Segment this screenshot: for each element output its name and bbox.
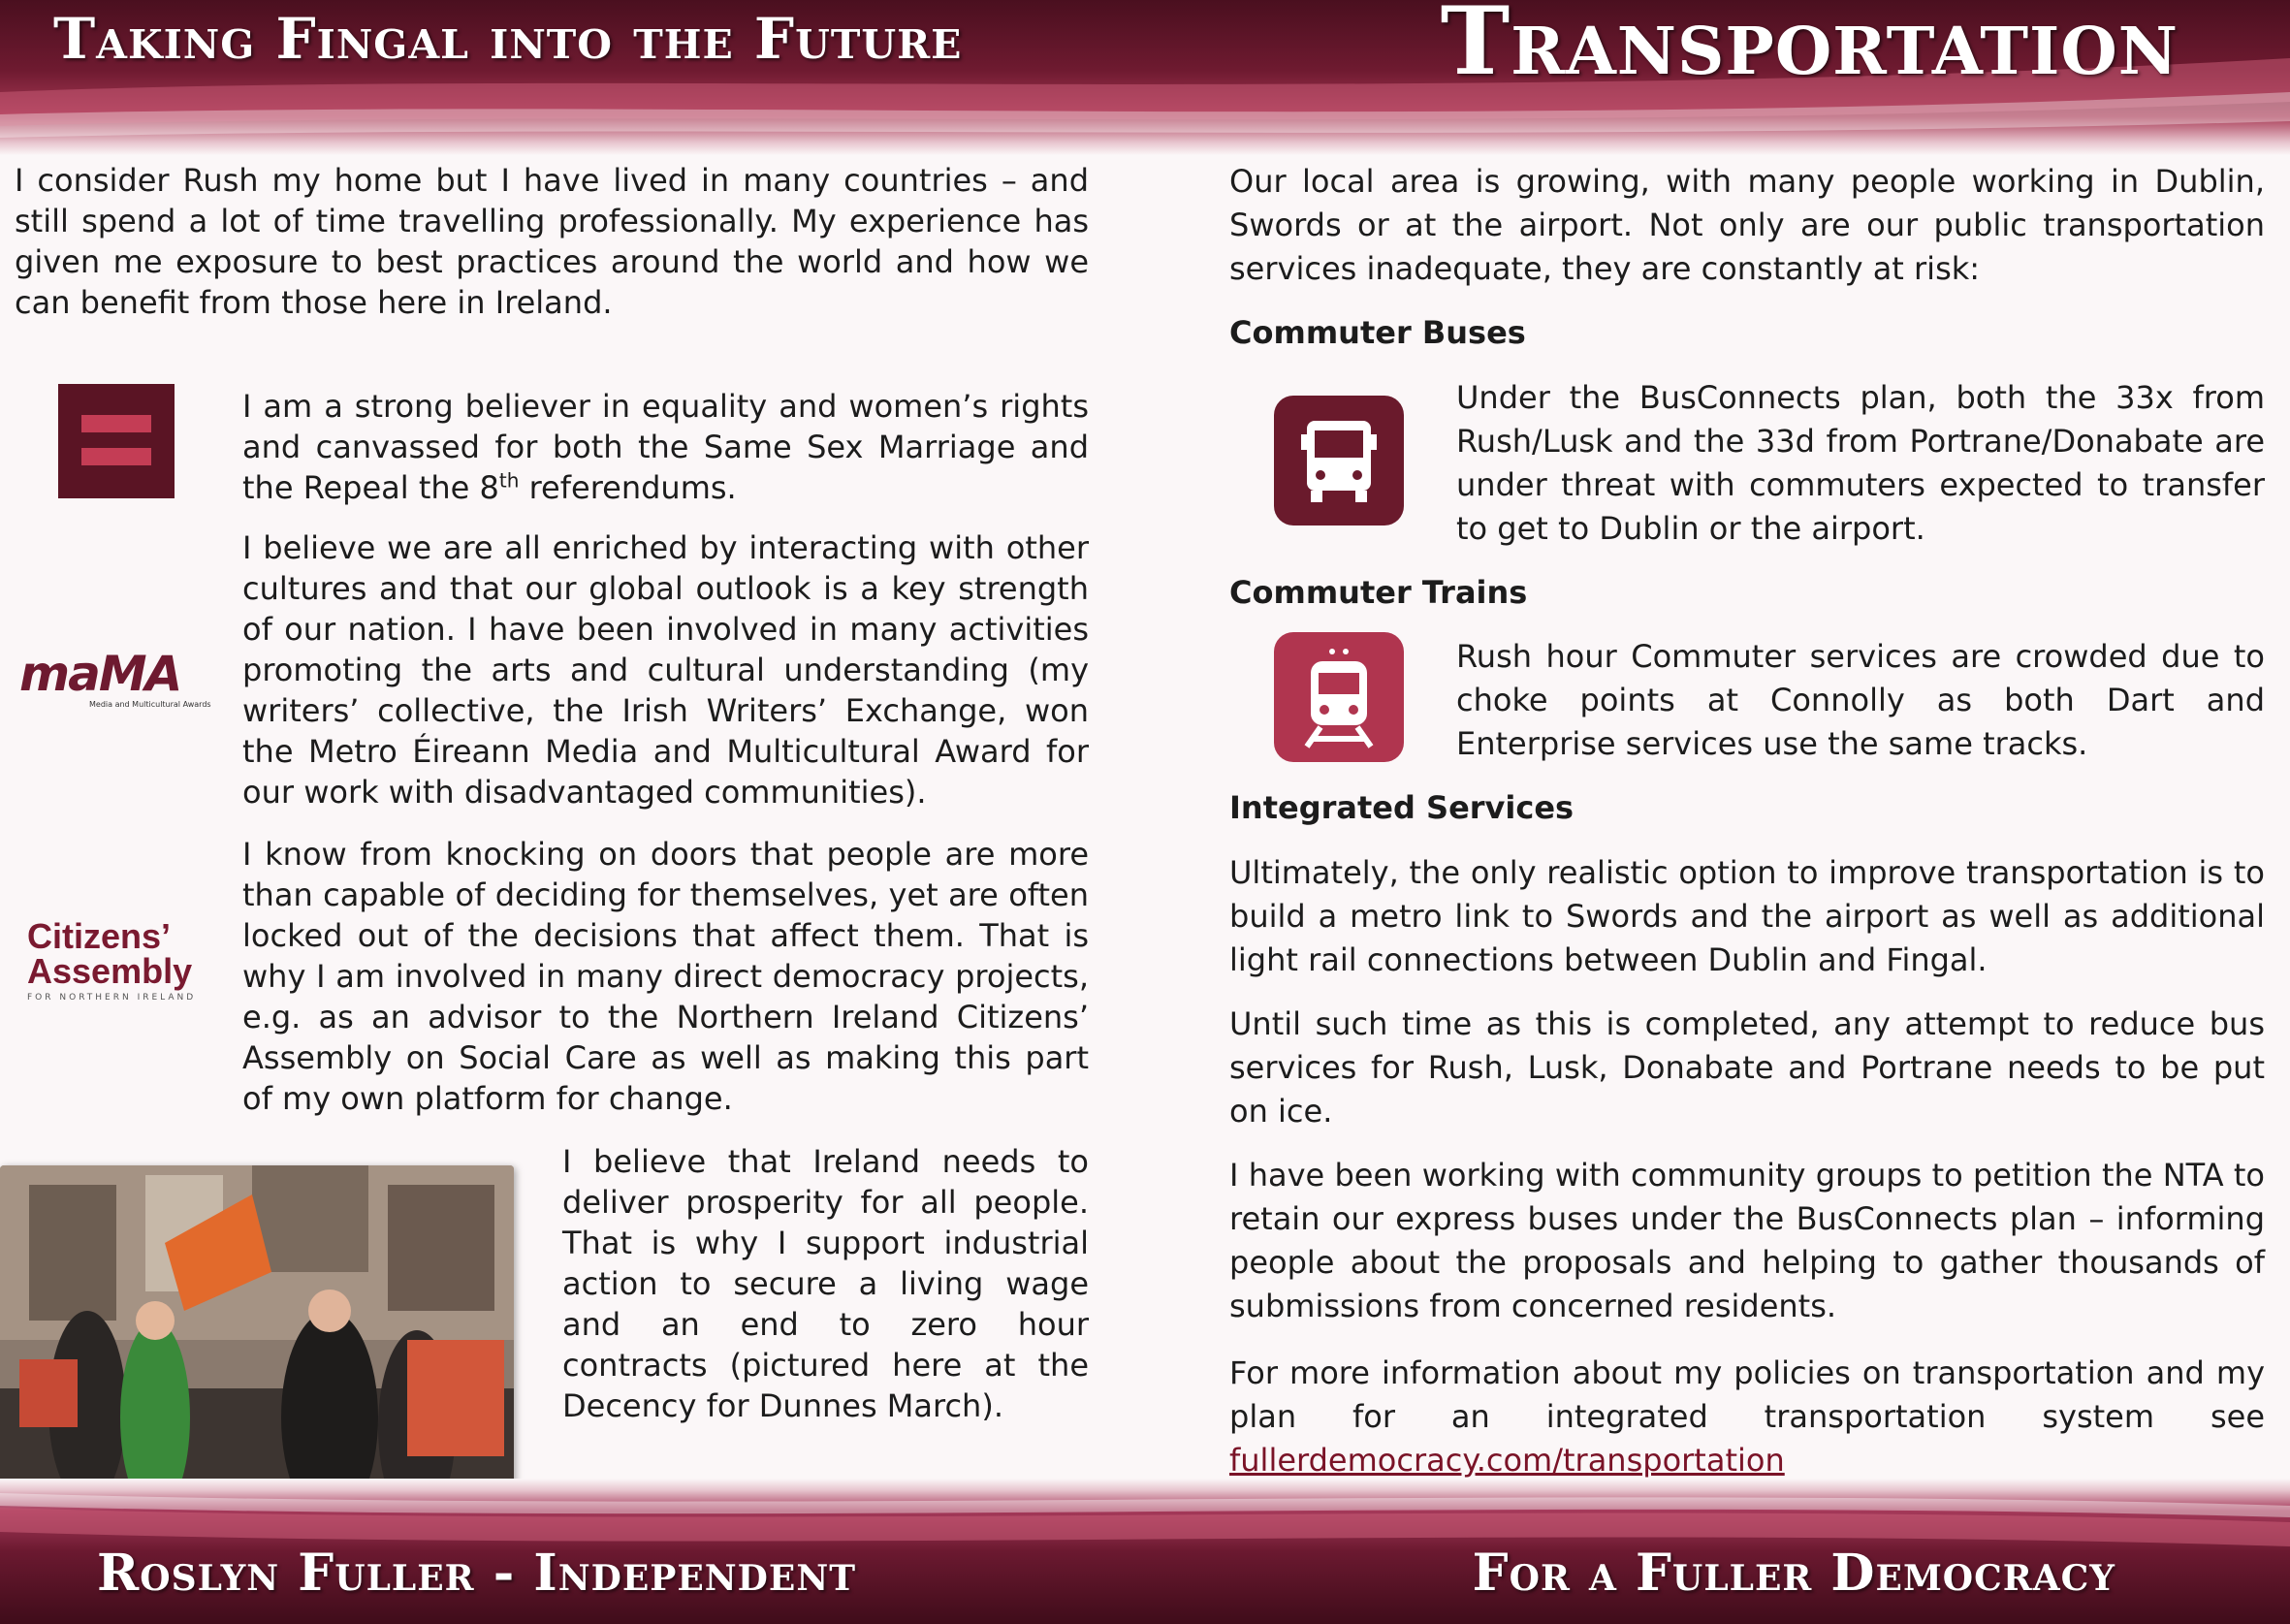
intro-paragraph: I consider Rush my home but I have lived in many countries – and still spend a lot of time travelling professionally. My experience has given me exposure to best practices around the world and how we can benefit from those here in Ireland.	[15, 162, 1089, 321]
citizens-assembly-logo: Citizens’ Assembly FOR NORTHERN IRELAND	[27, 916, 197, 1003]
prosperity-paragraph: I believe that Ireland needs to deliver prosperity for all people. That is why I support industrial action to secure a living wage and an end to zero hour contracts (pictured here at the Decency for Dunnes March).	[562, 1143, 1089, 1424]
march-photo	[0, 1165, 514, 1516]
more-info-paragraph: For more information about my policies on transportation and my plan for an integrated transportation system see	[1229, 1354, 2265, 1435]
integrated-heading: Integrated Services	[1229, 789, 1574, 826]
transport-intro: Our local area is growing, with many people working in Dublin, Swords or at the airport. Not only are our public transportation services inadequate, they are constantly at risk:	[1229, 163, 2265, 287]
integrated-paragraph-1: Ultimately, the only realistic option to improve transportation is to build a metro link to Swords and the airport as well as additional light rail connections between Dublin and Fingal.	[1229, 854, 2265, 978]
mama-logo: maMA Media and Multicultural Awards	[19, 646, 211, 709]
cultures-paragraph: I believe we are all enriched by interacting with other cultures and that our global outlook is a key strength of our nation. I have been involved in many activities promoting the arts and cultural understanding (my writers’ collective, the Irish Writers’ Exchange, won the Metro Éireann Media and Multicultural Award for our work with disadvantaged communities).	[242, 529, 1089, 811]
democracy-paragraph: I know from knocking on doors that people are more than capable of deciding for themselves, yet are often locked out of the decisions that affect them. That is why I am involved in many direct democracy projects, e.g. as an advisor to the Northern Ireland Citizens’ Assembly on Social Care as well as making this part of my own platform for change.	[242, 836, 1089, 1117]
march-photo-illustration	[0, 1165, 514, 1516]
footer-right-text: For a Fuller Democracy	[1472, 1544, 2115, 1603]
equality-paragraph: I am a strong believer in equality and women’s rights and canvassed for both the Same Sex Marriage and the Repeal the 8th referendums.	[242, 388, 1089, 506]
bus-icon	[1274, 396, 1404, 525]
footer-left-text: Roslyn Fuller - Independent	[97, 1544, 857, 1603]
integrated-paragraph-3: I have been working with community groups to petition the NTA to retain our express buses under the BusConnects plan – informing people about the proposals and helping to gather thousands of submissions from concerned residents.	[1229, 1157, 2265, 1324]
buses-heading: Commuter Buses	[1229, 314, 1526, 351]
buses-paragraph: Under the BusConnects plan, both the 33x from Rush/Lusk and the 33d from Portrane/Donabate are under threat with commuters expected to transfer to get to Dublin or the airport.	[1456, 379, 2265, 547]
train-icon	[1274, 632, 1404, 762]
trains-heading: Commuter Trains	[1229, 574, 1528, 611]
transportation-link[interactable]: fullerdemocracy.com/transportation	[1229, 1442, 1785, 1479]
header-right-title: Transportation	[1440, 0, 2179, 96]
header-left-title: Taking Fingal into the Future	[53, 6, 963, 72]
equality-icon	[58, 384, 175, 498]
trains-paragraph: Rush hour Commuter services are crowded due to choke points at Connolly as both Dart and Enterprise services use the same tracks.	[1456, 638, 2265, 762]
integrated-paragraph-2: Until such time as this is completed, any attempt to reduce bus services for Rush, Lusk, Donabate and Portrane needs to be put on ice.	[1229, 1005, 2265, 1130]
